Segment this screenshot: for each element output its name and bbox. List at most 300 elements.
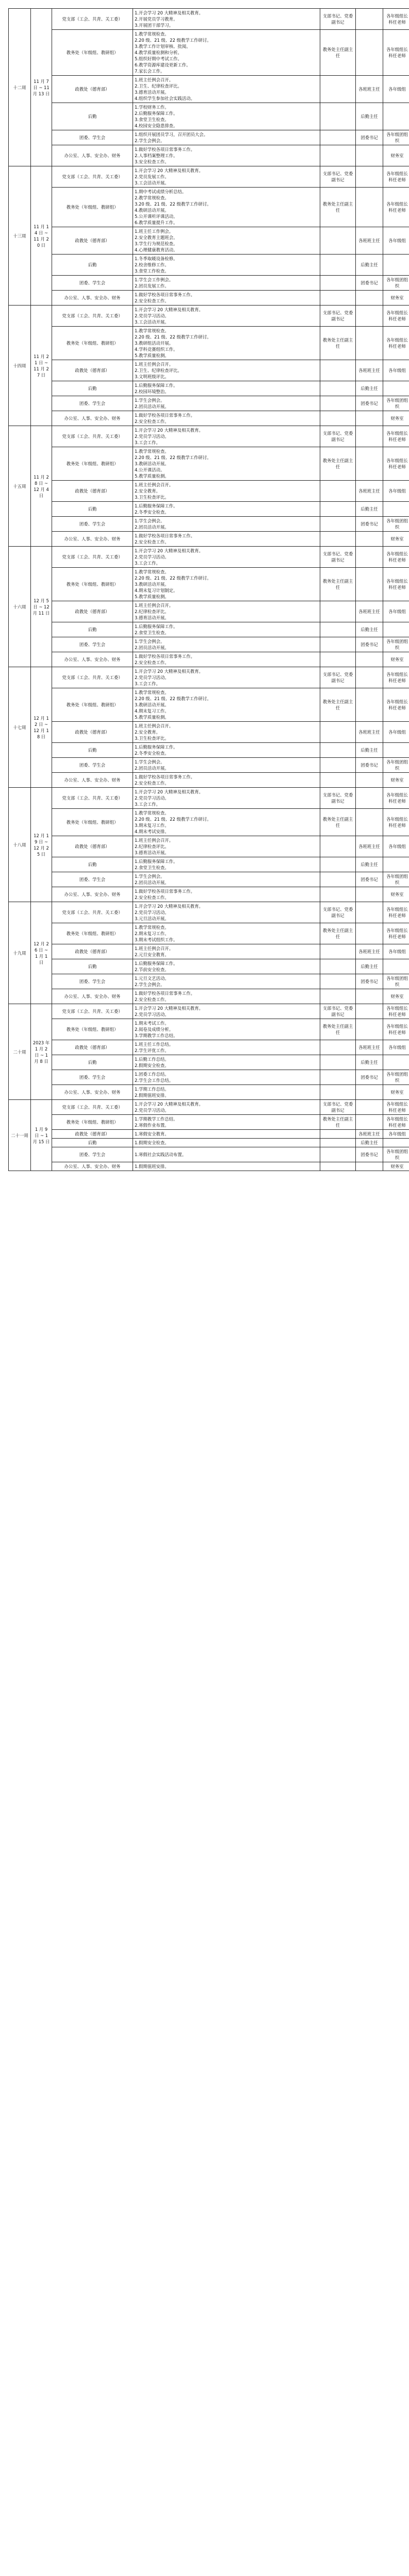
- content-cell: [133, 502, 320, 517]
- content-line: 3.20 级、21 级、22 级教学工作研讨。: [135, 201, 211, 207]
- content-line: 2.安全检查工作。: [135, 539, 169, 545]
- content-cell: [133, 652, 320, 667]
- content-line: 3.文明班级评比。: [135, 374, 169, 379]
- content-line: 1.期末考试工作。: [135, 1021, 169, 1026]
- content-line: 3.卫生检查评比。: [135, 736, 169, 741]
- department-cell: 教务处（年级组、教研组）: [52, 809, 133, 836]
- responsible-cell: [356, 1085, 383, 1100]
- content-line: 4.期末复习工作。: [135, 708, 169, 714]
- leader-cell: [320, 1139, 356, 1147]
- responsible-cell: [356, 773, 383, 788]
- responsible-cell: [356, 652, 383, 667]
- content-line: 1.班主任例会召开。: [135, 77, 173, 82]
- content-line: 2.团员活动开展。: [135, 404, 169, 409]
- content-line: 5.组织好期中考试工作。: [135, 56, 182, 61]
- table-row: [9, 447, 409, 481]
- content-line: 2.20 级、21 级、22 级教学工作研讨。: [135, 38, 211, 43]
- date-cell: 2023 年 1 月 2 日 ~ 1 月 8 日: [31, 1004, 52, 1100]
- leader-cell: [320, 532, 356, 547]
- content-line: 1.教学常规检查。: [135, 925, 169, 930]
- content-line: 1.教学常规检查。: [135, 328, 169, 333]
- table-row: [9, 688, 409, 722]
- content-line: 2.安全教育。: [135, 730, 160, 735]
- content-line: 1.教学常规检查。: [135, 449, 169, 454]
- content-line: 3.工会工作。: [135, 681, 160, 686]
- date-cell: 12 月 12 日 ~ 12 月 18 日: [31, 667, 52, 788]
- responsible-cell: [356, 447, 383, 481]
- leader-cell: [320, 130, 356, 145]
- content-line: 1.开会学习 20 大精神及相关教育。: [135, 307, 203, 312]
- leader-cell: [320, 959, 356, 974]
- content-line: 2.团员活动开展。: [135, 524, 169, 530]
- remark-cell: 各年级团组织: [383, 1147, 409, 1162]
- responsible-cell: [356, 306, 383, 327]
- content-line: 6.教学质量提升工作。: [135, 220, 178, 225]
- responsible-cell: 后勤主任: [356, 1055, 383, 1070]
- department-cell: 后勤: [52, 743, 133, 758]
- leader-cell: [320, 1130, 356, 1139]
- remark-cell: 财务室: [383, 145, 409, 166]
- content-cell: [133, 103, 320, 130]
- responsible-cell: [356, 887, 383, 902]
- content-line: 2.20 级、21 级、22 级教学工作研讨。: [135, 575, 211, 581]
- content-cell: [133, 1139, 320, 1147]
- department-cell: 党支部（工会、共青、关工委）: [52, 788, 133, 809]
- table-row: [9, 306, 409, 327]
- table-row: [9, 188, 409, 227]
- department-cell: 后勤: [52, 622, 133, 637]
- content-line: 3.工会活动开展。: [135, 180, 169, 185]
- responsible-cell: 后勤主任: [356, 502, 383, 517]
- content-line: 2.节前安全检查。: [135, 967, 169, 972]
- remark-cell: 各年级组长科任老师: [383, 923, 409, 944]
- content-cell: [133, 989, 320, 1004]
- leader-cell: 支部书记、党委副书记: [320, 1100, 356, 1115]
- content-line: 2.20 级、21 级、22 级教学工作研讨。: [135, 696, 211, 701]
- leader-cell: [320, 601, 356, 622]
- week-cell: 二十一周: [9, 1100, 31, 1171]
- content-line: 4.学科竞赛组织工作。: [135, 347, 178, 352]
- responsible-cell: [356, 166, 383, 188]
- content-line: 1.做好学校各项日常事务工作。: [135, 533, 195, 538]
- responsible-cell: [356, 688, 383, 722]
- table-row: [9, 227, 409, 255]
- content-line: 2.党员发展工作。: [135, 174, 169, 179]
- content-line: 1.开会学习 20 大精神及相关教育。: [135, 10, 203, 15]
- content-line: 1.做好学校各项日常事务工作。: [135, 654, 195, 659]
- content-cell: [133, 1085, 320, 1100]
- leader-cell: 教务处主任副主任: [320, 1115, 356, 1130]
- responsible-cell: [356, 788, 383, 809]
- department-cell: 团委、学生会: [52, 517, 133, 532]
- content-cell: [133, 872, 320, 887]
- content-line: 4.公开课活动。: [135, 467, 165, 472]
- remark-cell: 各年级组长科任老师: [383, 166, 409, 188]
- content-line: 1.假期值班安排。: [135, 1164, 169, 1169]
- remark-cell: 各年级组: [383, 481, 409, 502]
- department-cell: 政教处（德育部）: [52, 1040, 133, 1055]
- table-row: [9, 396, 409, 411]
- date-cell: 12 月 5 日 ~ 12 月 11 日: [31, 547, 52, 667]
- remark-cell: 各年级组长科任老师: [383, 447, 409, 481]
- content-line: 2.安全检查工作。: [135, 660, 169, 665]
- department-cell: 教务处（年级组、教研组）: [52, 1019, 133, 1040]
- leader-cell: 支部书记、党委副书记: [320, 426, 356, 447]
- remark-cell: [383, 959, 409, 974]
- responsible-cell: 后勤主任: [356, 959, 383, 974]
- leader-cell: 教务处主任副主任: [320, 327, 356, 360]
- table-row: [9, 9, 409, 30]
- remark-cell: 各年级组长科任老师: [383, 327, 409, 360]
- remark-cell: 各年级组长科任老师: [383, 667, 409, 688]
- remark-cell: 各年级组长科任老师: [383, 306, 409, 327]
- content-line: 1.教学常规检查。: [135, 810, 169, 816]
- content-cell: [133, 944, 320, 959]
- remark-cell: 各年级团组织: [383, 130, 409, 145]
- department-cell: 政教处（德育部）: [52, 944, 133, 959]
- remark-cell: 各年级组长科任老师: [383, 9, 409, 30]
- content-line: 4.期末复习计划制定。: [135, 588, 178, 593]
- content-line: 2.党员学习活动。: [135, 675, 169, 680]
- remark-cell: 财务室: [383, 887, 409, 902]
- leader-cell: [320, 989, 356, 1004]
- department-cell: 政教处（德育部）: [52, 481, 133, 502]
- content-cell: [133, 758, 320, 773]
- table-row: [9, 773, 409, 788]
- remark-cell: 各年级组长科任老师: [383, 1004, 409, 1019]
- content-cell: [133, 743, 320, 758]
- responsible-cell: 团委书记: [356, 130, 383, 145]
- content-cell: [133, 637, 320, 652]
- content-line: 3.工会工作。: [135, 561, 160, 566]
- content-line: 2.安全检查工作。: [135, 895, 169, 900]
- schedule-page: [8, 8, 408, 1171]
- remark-cell: 各年级组长科任老师: [383, 1019, 409, 1040]
- leader-cell: [320, 381, 356, 396]
- table-row: [9, 1055, 409, 1070]
- content-cell: [133, 773, 320, 788]
- responsible-cell: [356, 989, 383, 1004]
- leader-cell: [320, 1162, 356, 1171]
- content-line: 2.安全教育。: [135, 488, 160, 494]
- table-row: [9, 327, 409, 360]
- responsible-cell: [356, 1162, 383, 1171]
- content-line: 2.党员学习活动。: [135, 910, 169, 915]
- table-row: [9, 872, 409, 887]
- responsible-cell: 各班班主任: [356, 481, 383, 502]
- leader-cell: 教务处主任副主任: [320, 809, 356, 836]
- leader-cell: [320, 637, 356, 652]
- content-line: 2.假期安全检查。: [135, 1063, 169, 1068]
- content-cell: [133, 1004, 320, 1019]
- table-row: [9, 1070, 409, 1085]
- content-line: 2.安全教育主题班会。: [135, 235, 178, 240]
- content-line: 3.工会工作。: [135, 802, 160, 807]
- department-cell: 团委、学生会: [52, 637, 133, 652]
- table-row: [9, 989, 409, 1004]
- content-cell: [133, 667, 320, 688]
- department-cell: 后勤: [52, 255, 133, 276]
- remark-cell: [383, 103, 409, 130]
- content-line: 2.阅卷及成绩分析。: [135, 1027, 173, 1032]
- content-line: 1.开会学习 20 大精神及相关教育。: [135, 1101, 203, 1107]
- content-cell: [133, 836, 320, 857]
- content-cell: [133, 568, 320, 601]
- content-line: 2.期末复习工作。: [135, 931, 169, 936]
- leader-cell: [320, 411, 356, 426]
- leader-cell: [320, 1085, 356, 1100]
- responsible-cell: [356, 9, 383, 30]
- remark-cell: 财务室: [383, 291, 409, 306]
- responsible-cell: 各班班主任: [356, 360, 383, 381]
- content-line: 1.后勤服务保障工作。: [135, 744, 178, 750]
- content-line: 1.后勤服务保障工作。: [135, 624, 178, 629]
- content-line: 2.元旦安全教育。: [135, 952, 169, 957]
- leader-cell: [320, 773, 356, 788]
- content-cell: [133, 360, 320, 381]
- content-line: 1.后勤服务保障工作。: [135, 859, 178, 864]
- department-cell: 后勤: [52, 502, 133, 517]
- responsible-cell: [356, 667, 383, 688]
- responsible-cell: [356, 291, 383, 306]
- responsible-cell: [356, 1115, 383, 1130]
- content-line: 1.做好学校各项日常事务工作。: [135, 147, 195, 152]
- content-line: 2.团员发展工作。: [135, 283, 169, 289]
- leader-cell: [320, 145, 356, 166]
- department-cell: 团委、学生会: [52, 1147, 133, 1162]
- responsible-cell: 后勤主任: [356, 255, 383, 276]
- table-row: [9, 568, 409, 601]
- department-cell: 党支部（工会、共青、关工委）: [52, 9, 133, 30]
- remark-cell: 各年级组长科任老师: [383, 1115, 409, 1130]
- content-line: 2.安全检查工作。: [135, 419, 169, 424]
- content-cell: [133, 130, 320, 145]
- content-line: 2.冬季安全检查。: [135, 751, 169, 756]
- content-line: 1.学生会例会。: [135, 639, 165, 644]
- table-row: [9, 1100, 409, 1115]
- table-row: [9, 743, 409, 758]
- leader-cell: [320, 974, 356, 989]
- content-line: 2.学生会例会。: [135, 982, 165, 987]
- remark-cell: 各年级组长科任老师: [383, 902, 409, 923]
- content-cell: [133, 9, 320, 30]
- responsible-cell: 后勤主任: [356, 857, 383, 872]
- leader-cell: 教务处主任副主任: [320, 688, 356, 722]
- leader-cell: 教务处主任副主任: [320, 188, 356, 227]
- department-cell: 后勤: [52, 857, 133, 872]
- responsible-cell: 后勤主任: [356, 622, 383, 637]
- remark-cell: 各年级团组织: [383, 517, 409, 532]
- table-row: [9, 667, 409, 688]
- responsible-cell: [356, 145, 383, 166]
- department-cell: 办公室、人事、安全办、财务: [52, 1085, 133, 1100]
- department-cell: 党支部（工会、共青、关工委）: [52, 1004, 133, 1019]
- content-cell: [133, 30, 320, 76]
- content-line: 3.教研活动开展。: [135, 461, 169, 466]
- leader-cell: [320, 722, 356, 743]
- table-row: [9, 1162, 409, 1171]
- responsible-cell: [356, 568, 383, 601]
- remark-cell: [383, 622, 409, 637]
- content-line: 2.安全检查工作。: [135, 781, 169, 786]
- department-cell: 政教处（德育部）: [52, 601, 133, 622]
- remark-cell: 各年级团组织: [383, 276, 409, 291]
- leader-cell: [320, 76, 356, 103]
- responsible-cell: [356, 902, 383, 923]
- table-row: [9, 532, 409, 547]
- week-cell: 十三周: [9, 166, 31, 306]
- content-line: 1.开会学习 20 大精神及相关教育。: [135, 548, 203, 553]
- content-line: 2.卫生、纪律检查评比。: [135, 83, 182, 89]
- content-line: 1.元旦文艺活动。: [135, 976, 169, 981]
- content-line: 4.教研活动开展。: [135, 208, 169, 213]
- leader-cell: 教务处主任副主任: [320, 30, 356, 76]
- content-cell: [133, 1162, 320, 1171]
- content-cell: [133, 481, 320, 502]
- content-line: 2.校舍维修工作。: [135, 262, 169, 267]
- content-cell: [133, 809, 320, 836]
- content-cell: [133, 1130, 320, 1139]
- content-line: 1.学生会例会。: [135, 874, 165, 879]
- content-line: 1.做好学校各项日常事务工作。: [135, 889, 195, 894]
- content-cell: [133, 547, 320, 568]
- table-row: [9, 1115, 409, 1130]
- content-cell: [133, 532, 320, 547]
- content-line: 1.后勤工作总结。: [135, 1057, 169, 1062]
- content-line: 4.教学质量检测和分析。: [135, 50, 182, 55]
- content-line: 1.寒假安全教育。: [135, 1131, 169, 1137]
- remark-cell: 各年级组长科任老师: [383, 426, 409, 447]
- remark-cell: 财务室: [383, 652, 409, 667]
- leader-cell: [320, 836, 356, 857]
- remark-cell: 各年级团组织: [383, 637, 409, 652]
- responsible-cell: 各班班主任: [356, 1130, 383, 1139]
- content-line: 1.开会学习 20 大精神及相关教育。: [135, 904, 203, 909]
- content-line: 1.开会学习 20 大精神及相关教育。: [135, 168, 203, 173]
- content-line: 1.做好学校各项日常事务工作。: [135, 774, 195, 779]
- table-row: [9, 103, 409, 130]
- content-line: 5.教学质量检测。: [135, 594, 169, 599]
- content-line: 2.纪律检查评比。: [135, 844, 169, 849]
- responsible-cell: [356, 532, 383, 547]
- department-cell: 政教处（德育部）: [52, 1130, 133, 1139]
- content-line: 3.德育活动开展。: [135, 90, 169, 95]
- leader-cell: [320, 622, 356, 637]
- leader-cell: [320, 1147, 356, 1162]
- responsible-cell: 团委书记: [356, 872, 383, 887]
- responsible-cell: 团委书记: [356, 1147, 383, 1162]
- content-line: 1.团委工作总结。: [135, 1072, 169, 1077]
- table-row: [9, 276, 409, 291]
- content-line: 2.假期值班安排。: [135, 1093, 169, 1098]
- department-cell: 教务处（年级组、教研组）: [52, 327, 133, 360]
- schedule-body: [9, 9, 409, 1171]
- content-cell: [133, 145, 320, 166]
- department-cell: 后勤: [52, 959, 133, 974]
- responsible-cell: 后勤主任: [356, 103, 383, 130]
- responsible-cell: 团委书记: [356, 276, 383, 291]
- responsible-cell: [356, 411, 383, 426]
- leader-cell: 教务处主任副主任: [320, 568, 356, 601]
- table-row: [9, 622, 409, 637]
- content-line: 1.班主任工作例会。: [135, 229, 173, 234]
- responsible-cell: 各班班主任: [356, 601, 383, 622]
- remark-cell: 财务室: [383, 532, 409, 547]
- remark-cell: 各年级组: [383, 601, 409, 622]
- content-line: 1.做好学校各项日常事务工作。: [135, 292, 195, 297]
- remark-cell: 各年级团组织: [383, 974, 409, 989]
- content-line: 3.期末考试组织工作。: [135, 937, 178, 942]
- content-line: 3.期末复习工作。: [135, 823, 169, 828]
- table-row: [9, 836, 409, 857]
- remark-cell: 各年级组: [383, 360, 409, 381]
- department-cell: 办公室、人事、安全办、财务: [52, 411, 133, 426]
- content-cell: [133, 1055, 320, 1070]
- table-row: [9, 1004, 409, 1019]
- table-row: [9, 255, 409, 276]
- leader-cell: 支部书记、党委副书记: [320, 788, 356, 809]
- department-cell: 后勤: [52, 103, 133, 130]
- table-row: [9, 974, 409, 989]
- department-cell: 教务处（年级组、教研组）: [52, 1115, 133, 1130]
- remark-cell: 各年级组: [383, 76, 409, 103]
- responsible-cell: 后勤主任: [356, 1139, 383, 1147]
- remark-cell: 各年级组长科任老师: [383, 30, 409, 76]
- remark-cell: [383, 1139, 409, 1147]
- content-cell: [133, 1147, 320, 1162]
- department-cell: 党支部（工会、共青、关工委）: [52, 1100, 133, 1115]
- table-row: [9, 1130, 409, 1139]
- content-line: 1.开会学习 20 大精神及相关教育。: [135, 1006, 203, 1011]
- content-line: 3.学期教学工作总结。: [135, 1033, 178, 1038]
- week-cell: 十四周: [9, 306, 31, 426]
- content-line: 2.安全检查工作。: [135, 997, 169, 1002]
- date-cell: 11 月 28 日 ~ 12 月 4 日: [31, 426, 52, 547]
- content-cell: [133, 166, 320, 188]
- leader-cell: [320, 758, 356, 773]
- content-line: 1.教学常规检查。: [135, 690, 169, 695]
- leader-cell: [320, 227, 356, 255]
- content-line: 1.教学常规检查。: [135, 569, 169, 574]
- responsible-cell: [356, 923, 383, 944]
- table-row: [9, 381, 409, 396]
- table-row: [9, 758, 409, 773]
- content-line: 2.冬季安全检查。: [135, 510, 169, 515]
- department-cell: 后勤: [52, 381, 133, 396]
- content-line: 4.校园安全隐患排查。: [135, 123, 178, 128]
- table-row: [9, 944, 409, 959]
- responsible-cell: 各班班主任: [356, 227, 383, 255]
- content-line: 2.党员学习活动。: [135, 434, 169, 439]
- remark-cell: 财务室: [383, 1162, 409, 1171]
- content-line: 1.学生会例会。: [135, 518, 165, 523]
- content-line: 2.食堂卫生检查。: [135, 630, 169, 635]
- content-line: 1.开会学习 20 大精神及相关教育。: [135, 669, 203, 674]
- remark-cell: 各年级组: [383, 227, 409, 255]
- responsible-cell: [356, 426, 383, 447]
- remark-cell: 财务室: [383, 773, 409, 788]
- content-cell: [133, 688, 320, 722]
- content-line: 3.德育活动开展。: [135, 615, 169, 620]
- date-cell: 1 月 9 日 ~ 1 月 15 日: [31, 1100, 52, 1171]
- leader-cell: 支部书记、党委副书记: [320, 547, 356, 568]
- content-line: 7.家长会工作。: [135, 69, 165, 74]
- department-cell: 办公室、人事、安全办、财务: [52, 532, 133, 547]
- content-line: 2.开展党员学习教育。: [135, 16, 178, 22]
- table-row: [9, 959, 409, 974]
- content-line: 3.食堂工作检查。: [135, 268, 169, 274]
- leader-cell: [320, 360, 356, 381]
